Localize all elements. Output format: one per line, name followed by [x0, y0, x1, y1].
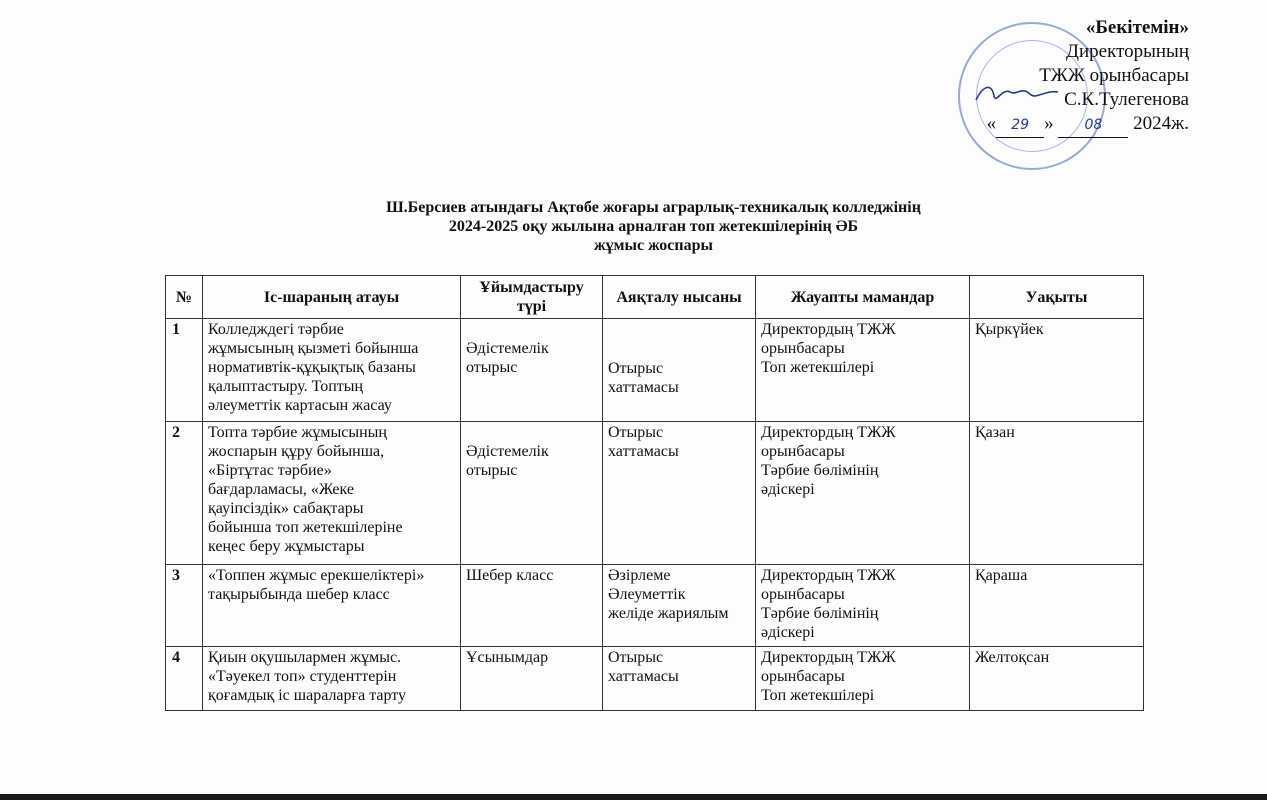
time: Қыркүйек	[970, 319, 1144, 422]
time: Қазан	[970, 422, 1144, 565]
event-name: Колледждегі тәрбие жұмысының қызметі бойынша нормативтік-құқықтық базаны қалыптастыру. Топтың әлеуметтік картасын жасау	[203, 319, 461, 422]
time: Қараша	[970, 565, 1144, 647]
completion-form: Отырыс хаттамасы	[603, 422, 756, 565]
bottom-edge-bar	[0, 794, 1267, 800]
event-name: Топта тәрбие жұмысының жоспарын құру бойынша, «Біртұтас тәрбие» бағдарламасы, «Жеке қауіпсіздік» сабақтары бойынша топ жетекшілеріне кеңес беру жұмыстары	[203, 422, 461, 565]
row-number: 4	[166, 647, 203, 711]
responsible: Директордың ТЖЖ орынбасары Топ жетекшілері	[756, 647, 970, 711]
date-day: 29	[996, 113, 1044, 138]
table-row	[166, 422, 1144, 565]
table-row	[166, 319, 1144, 422]
row-number: 1	[166, 319, 203, 422]
approval-position-line1: Директорының	[1066, 41, 1189, 62]
date-month: 08	[1058, 113, 1128, 138]
table-header-row	[166, 276, 1144, 319]
title-line-1: Ш.Берсиев атындағы Ақтөбе жоғары аграрлық-техникалық колледжінің	[386, 199, 921, 216]
approval-date	[987, 112, 1189, 138]
date-close-quote: »	[1044, 113, 1054, 134]
approval-signer: С.К.Тулегенова	[1064, 89, 1189, 110]
responsible: Директордың ТЖЖ орынбасары Тәрбие бөлімінің әдіскері	[756, 565, 970, 647]
title-line-2: 2024-2025 оқу жылына арналған топ жетекшілерінің ӘБ	[448, 218, 859, 235]
time: Желтоқсан	[970, 647, 1144, 711]
row-number: 2	[166, 422, 203, 565]
approval-title: «Бекітемін»	[1085, 17, 1189, 38]
event-name: Қиын оқушылармен жұмыс. «Тәуекел топ» студенттерін қоғамдық іс шараларға тарту	[203, 647, 461, 711]
header-organization-form: Ұйымдастыру түрі	[461, 276, 603, 319]
completion-form: Әзірлеме Әлеуметтік желiде жариялым	[603, 565, 756, 647]
responsible: Директордың ТЖЖ орынбасары Тәрбие бөлімінің әдіскері	[756, 422, 970, 565]
event-name: «Топпен жұмыс ерекшеліктері» тақырыбында шебер класс	[203, 565, 461, 647]
header-time: Уақыты	[970, 276, 1144, 319]
responsible: Директордың ТЖЖ орынбасары Топ жетекшілері	[756, 319, 970, 422]
completion-form: Отырыс хаттамасы	[603, 647, 756, 711]
approval-block	[987, 16, 1189, 138]
document-title	[0, 198, 1267, 255]
title-line-3: жұмыс жоспары	[593, 237, 713, 254]
table-row	[166, 647, 1144, 711]
date-open-quote: «	[986, 113, 997, 134]
organization-form: Әдістемелік отырыс	[461, 319, 603, 422]
table-row	[166, 565, 1144, 647]
header-event-name: Іс-шараның атауы	[203, 276, 461, 319]
organization-form: Шебер класс	[461, 565, 603, 647]
work-plan-table	[165, 275, 1144, 711]
header-number: №	[166, 276, 203, 319]
header-responsible: Жауапты мамандар	[756, 276, 970, 319]
completion-form: Отырыс хаттамасы	[603, 319, 756, 422]
approval-position-line2: ТЖЖ орынбасары	[1039, 65, 1189, 86]
date-year: 2024ж.	[1133, 113, 1189, 134]
header-completion-form: Аяқталу нысаны	[603, 276, 756, 319]
row-number: 3	[166, 565, 203, 647]
organization-form: Ұсынымдар	[461, 647, 603, 711]
organization-form: Әдістемелік отырыс	[461, 422, 603, 565]
